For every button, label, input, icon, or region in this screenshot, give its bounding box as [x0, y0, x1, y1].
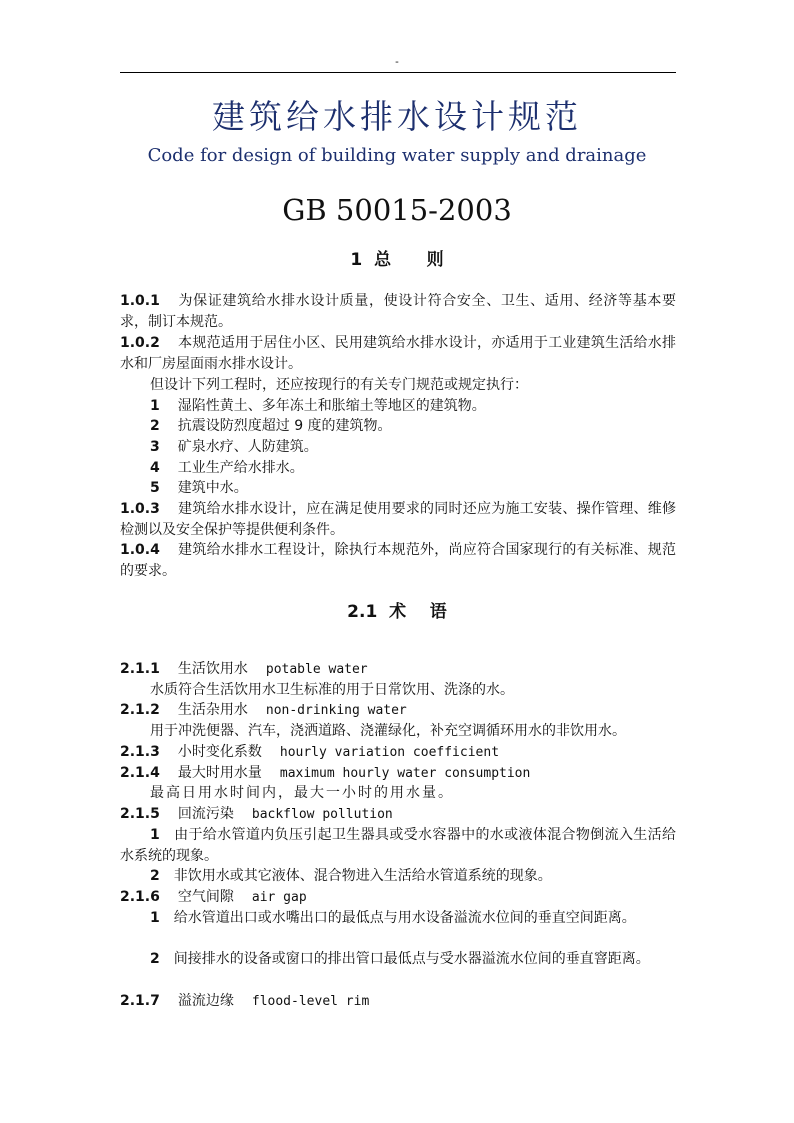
- clause-number: 1.0.2: [120, 335, 160, 351]
- item-number: 5: [150, 480, 160, 496]
- term-2-1-2-definition: [120, 721, 676, 742]
- term-en: non-drinking water: [265, 703, 407, 718]
- term-2-1-5: [120, 804, 676, 826]
- term-2-1-2: [120, 700, 676, 722]
- term-number: 2.1.1: [120, 661, 160, 677]
- term-cn: 溢流边缘: [177, 993, 234, 1009]
- item-number: 3: [150, 439, 160, 455]
- clause-text: 建筑给水排水工程设计，除执行本规范外，尚应符合国家现行的有关标准、规范的要求。: [120, 542, 676, 579]
- term-cn: 小时变化系数: [177, 744, 262, 760]
- clause-text: 本规范适用于居住小区、民用建筑给水排水设计，亦适用于工业建筑生活给水排水和厂房屋面雨水排水设计。: [120, 335, 676, 372]
- item-text: 抗震设防烈度超过 9 度的建筑物。: [177, 418, 392, 434]
- term-number: 2.1.7: [120, 993, 160, 1009]
- term-2-1-3: [120, 742, 676, 764]
- document-title-en: Code for design of building water supply and drainage: [147, 145, 647, 166]
- list-item: [120, 437, 676, 458]
- clause-number: 1.0.1: [120, 293, 160, 309]
- term-definition: 由于给水管道内负压引起卫生器具或受水容器中的水或液体混合物倒流入生活给水系统的现象。: [120, 827, 676, 864]
- list-item: [120, 396, 676, 417]
- term-2-1-4-definition: [120, 783, 676, 804]
- term-definition: 用于冲洗便器、汽车，浇洒道路、浇灌绿化，补充空调循环用水的非饮用水。: [150, 723, 626, 739]
- definition-number: 2: [150, 951, 160, 967]
- term-2-1-7: [120, 991, 676, 1013]
- term-en: hourly variation coefficient: [279, 745, 500, 760]
- term-en: flood-level rim: [251, 994, 370, 1009]
- item-number: 1: [150, 398, 160, 414]
- definition-number: 1: [150, 827, 160, 843]
- term-en: maximum hourly water consumption: [279, 766, 531, 781]
- term-cn: 回流污染: [177, 806, 234, 822]
- list-item: [120, 416, 676, 437]
- clause-1-0-1: [120, 291, 676, 332]
- clause-text: 为保证建筑给水排水设计质量，使设计符合安全、卫生、适用、经济等基本要求，制订本规范。: [120, 293, 676, 330]
- term-2-1-6-definition-1: [120, 908, 676, 929]
- term-2-1-5-definition-2: [120, 866, 676, 887]
- term-number: 2.1.5: [120, 806, 160, 822]
- item-number: 4: [150, 460, 160, 476]
- item-text: 工业生产给水排水。: [177, 460, 304, 476]
- term-number: 2.1.6: [120, 889, 160, 905]
- term-definition: 最高日用水时间内，最大一小时的用水量。: [150, 785, 454, 801]
- term-2-1-1: [120, 659, 676, 681]
- section-2-1-heading: 2.1 术 语: [347, 602, 447, 622]
- term-cn: 空气间隙: [177, 889, 234, 905]
- clause-1-0-2: [120, 333, 676, 374]
- clause-number: 1.0.3: [120, 501, 160, 517]
- term-2-1-1-definition: [120, 680, 676, 701]
- clause-text: 建筑给水排水设计，应在满足使用要求的同时还应为施工安装、操作管理、维修检测以及安全保护等提供便利条件。: [120, 501, 676, 538]
- term-number: 2.1.4: [120, 765, 160, 781]
- list-item: [120, 458, 676, 479]
- term-cn: 最大时用水量: [177, 765, 262, 781]
- clause-1-0-2-note: [120, 375, 676, 396]
- term-definition: 给水管道出口或水嘴出口的最低点与用水设备溢流水位间的垂直空间距离。: [173, 910, 636, 926]
- item-number: 2: [150, 418, 160, 434]
- chapter-1-heading: 1 总 则: [350, 250, 444, 270]
- term-definition: 间接排水的设备或窗口的排出管口最低点与受水器溢流水位间的垂直窨距离。: [173, 951, 650, 967]
- clause-1-0-4: [120, 540, 676, 581]
- page-header-mark: -: [395, 56, 399, 68]
- term-en: backflow pollution: [251, 807, 393, 822]
- definition-number: 2: [150, 868, 160, 884]
- term-2-1-6: [120, 887, 676, 909]
- definition-number: 1: [150, 910, 160, 926]
- clause-1-0-3: [120, 499, 676, 540]
- term-definition: 非饮用水或其它液体、混合物进入生活给水管道系统的现象。: [173, 868, 552, 884]
- clause-number: 1.0.4: [120, 542, 160, 558]
- header-rule: [120, 72, 676, 73]
- item-text: 矿泉水疗、人防建筑。: [177, 439, 318, 455]
- item-text: 湿陷性黄土、多年冻土和胀缩土等地区的建筑物。: [177, 398, 486, 414]
- term-en: air gap: [251, 890, 307, 905]
- term-cn: 生活饮用水: [177, 661, 248, 677]
- term-en: potable water: [265, 662, 368, 677]
- term-cn: 生活杂用水: [177, 702, 248, 718]
- document-title-cn: 建筑给水排水设计规范: [212, 97, 582, 136]
- term-2-1-5-definition-1: [120, 825, 676, 866]
- item-text: 建筑中水。: [177, 480, 248, 496]
- term-2-1-4: [120, 763, 676, 785]
- term-definition: 水质符合生活饮用水卫生标准的用于日常饮用、洗涤的水。: [150, 682, 514, 698]
- term-number: 2.1.3: [120, 744, 160, 760]
- clause-note: 但设计下列工程时，还应按现行的有关专门规范或规定执行：: [150, 377, 528, 393]
- list-item: [120, 478, 676, 499]
- term-2-1-6-definition-2: [120, 949, 676, 970]
- standard-code: GB 50015-2003: [282, 193, 512, 227]
- term-number: 2.1.2: [120, 702, 160, 718]
